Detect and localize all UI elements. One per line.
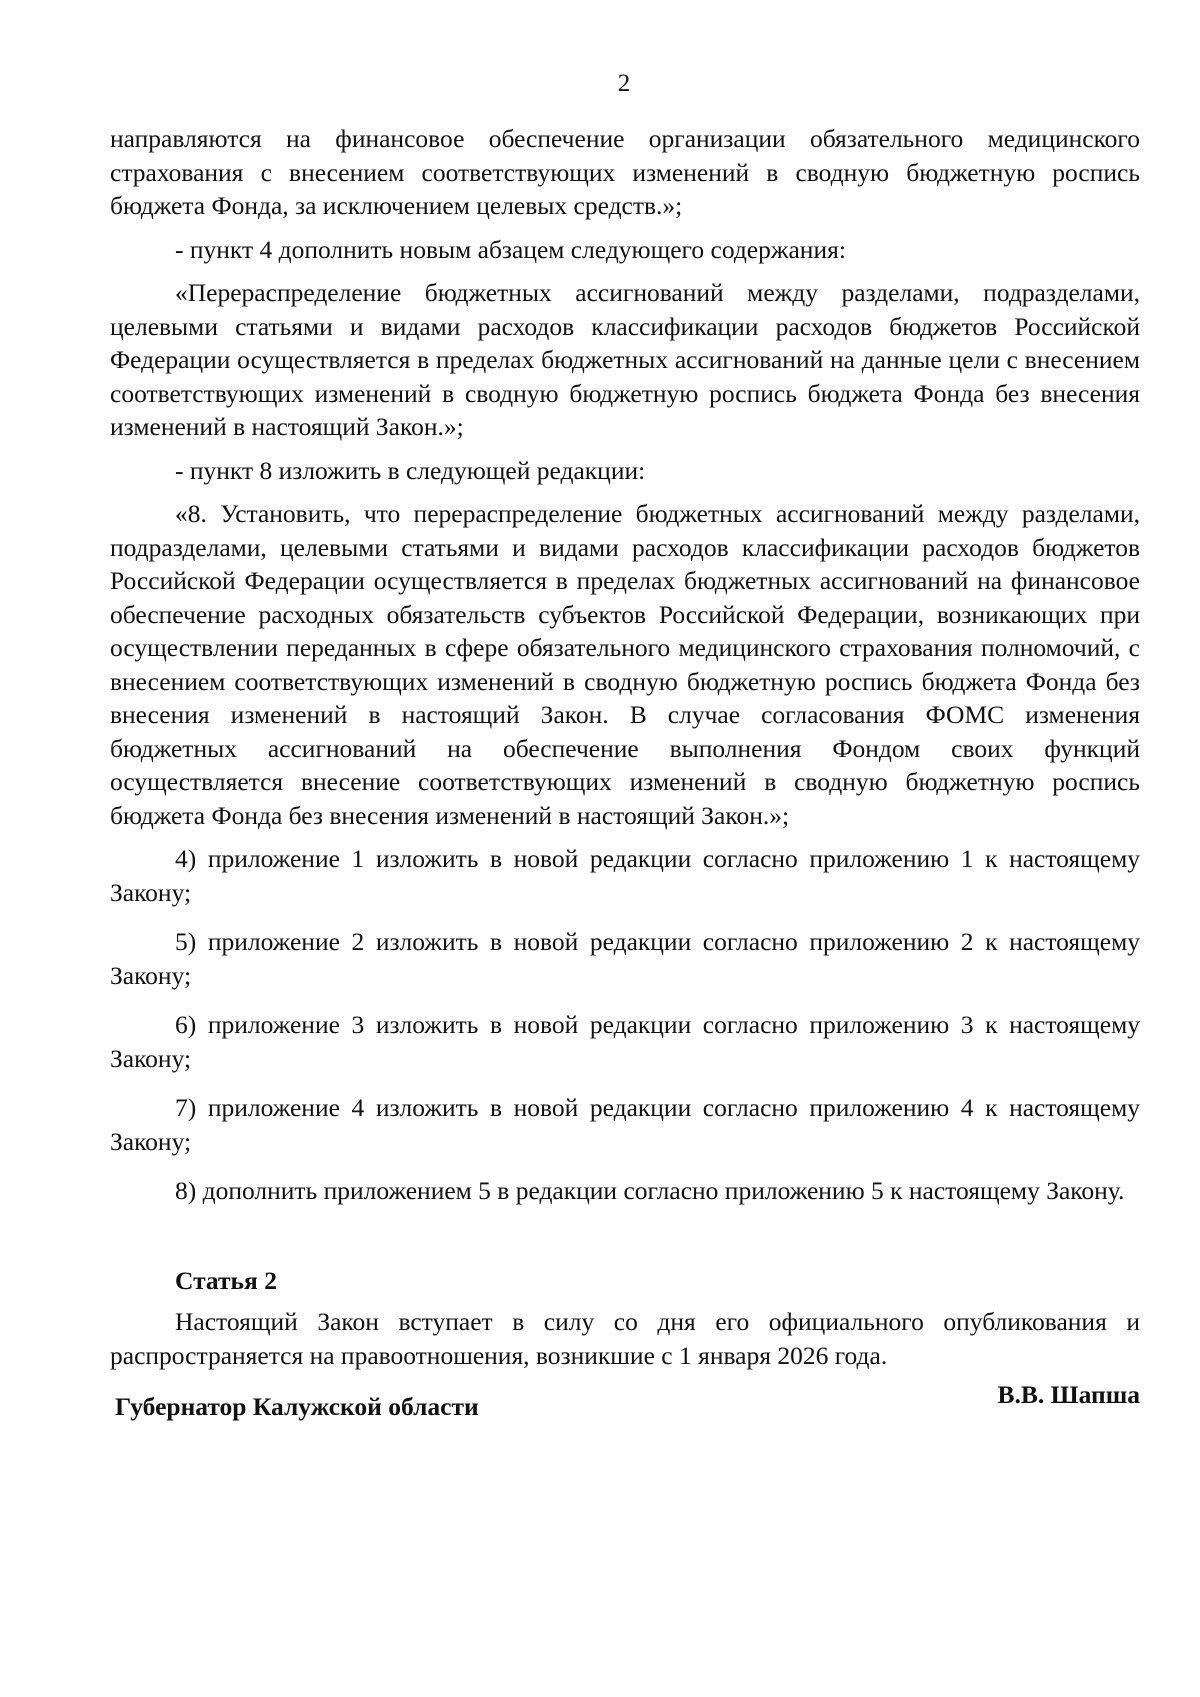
page-number: 2	[617, 70, 631, 97]
list-item-5: 5) приложение 2 изложить в новой редакции согласно приложению 2 к настоящему Закону;	[110, 927, 1140, 990]
article-heading: Статья 2	[175, 1265, 277, 1295]
list-item-4: 4) приложение 1 изложить в новой редакции согласно приложению 1 к настоящему Закону;	[110, 844, 1140, 907]
paragraph-continuation: направляются на финансовое обеспечение организации обязательного медицинского страхования с внесением соответствующих изменений в сводную бюджетную роспись бюджета Фонда, за исключением целевых средств.»;	[110, 124, 1140, 220]
document-body	[110, 122, 1140, 1382]
list-item-7: 7) приложение 4 изложить в новой редакции согласно приложению 4 к настоящему Закону;	[110, 1093, 1140, 1156]
paragraph-point-4-text: «Перераспределение бюджетных ассигнований между разделами, подразделами, целевыми статьями и видами расходов классификации расходов бюджетов Российской Федерации осуществляется в пределах бюджетных ассигнований на данные цели с внесением соответствующих изменений в сводную бюджетную роспись бюджета Фонда без внесения изменений в настоящий Закон.»;	[110, 278, 1140, 441]
paragraph-point-8-text: «8. Установить, что перераспределение бюджетных ассигнований между разделами, подразделами, целевыми статьями и видами расходов классификации расходов бюджетов Российской Федерации осуществляется в пределах бюджетных ассигнований на финансовое обеспечение расходных обязательств субъектов Российской Федерации, возникающих при осуществлении переданных в сфере обязательного медицинского страхования полномочий, с внесением соответствующих изменений в сводную бюджетную роспись бюджета Фонда без внесения изменений в настоящий Закон. В случае согласования ФОМС изменения бюджетных ассигнований на обеспечение выполнения Фондом своих функций осуществляется внесение соответствующих изменений в сводную бюджетную роспись бюджета Фонда без внесения изменений в настоящий Закон.»;	[110, 499, 1140, 830]
paragraph-point-4-intro: - пункт 4 дополнить новым абзацем следующего содержания:	[175, 234, 846, 264]
list-item-6: 6) приложение 3 изложить в новой редакции согласно приложению 3 к настоящему Закону;	[110, 1010, 1140, 1073]
signatory-title: Губернатор Калужской области	[115, 1392, 479, 1421]
signatory-name: В.В. Шапша	[997, 1380, 1140, 1409]
article-text: Настоящий Закон вступает в силу со дня его официального опубликования и распространяется на правоотношения, возникшие с 1 января 2026 года.	[110, 1307, 1140, 1370]
list-item-8: 8) дополнить приложением 5 в редакции согласно приложению 5 к настоящему Закону.	[175, 1176, 1125, 1205]
paragraph-point-8-intro: - пункт 8 изложить в следующей редакции:	[175, 455, 646, 485]
